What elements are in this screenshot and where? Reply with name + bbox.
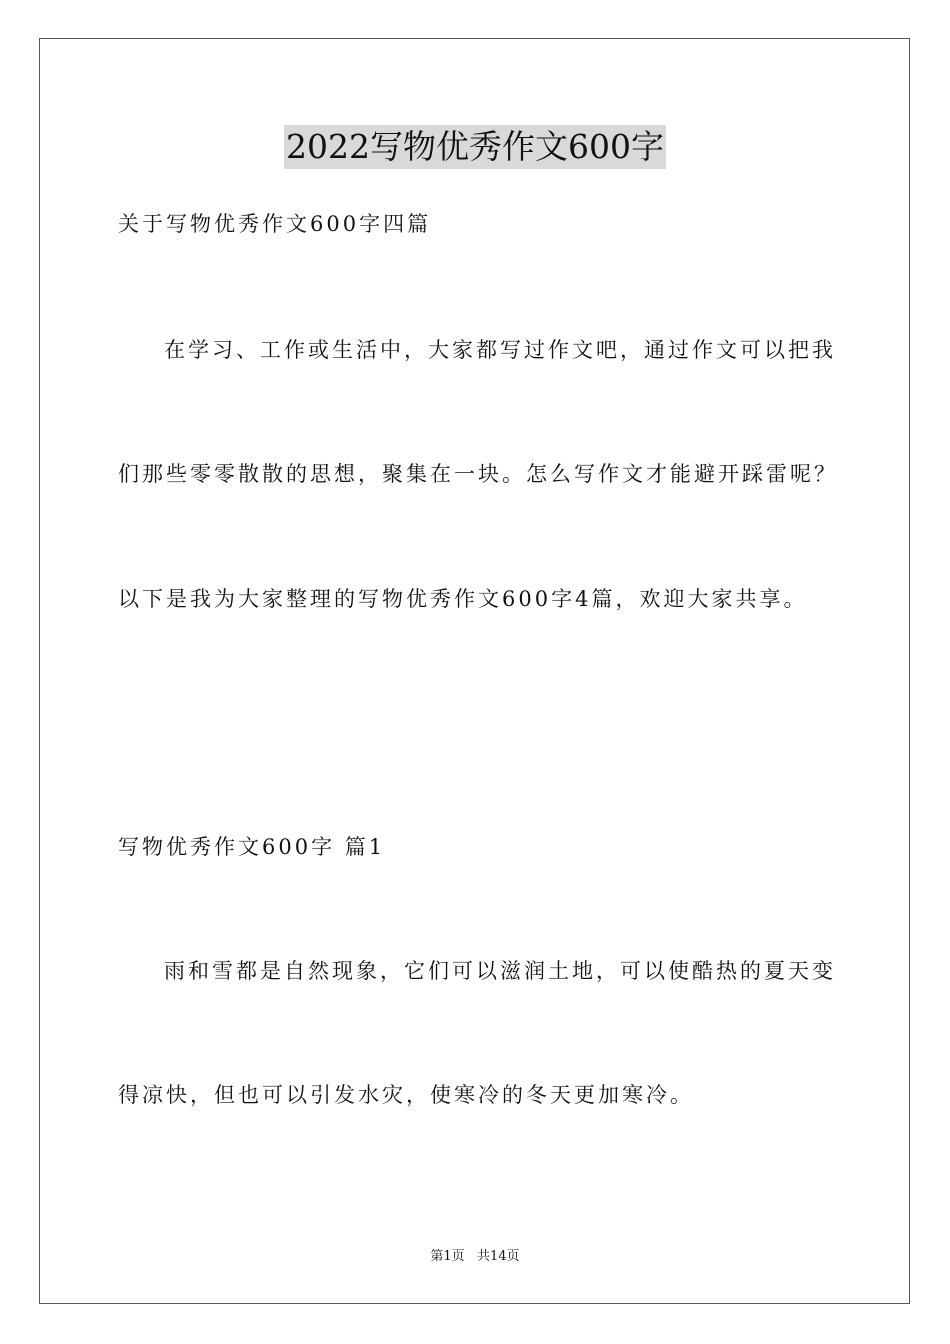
title-container	[0, 125, 950, 169]
document-title: 2022写物优秀作文600字	[284, 125, 666, 169]
intro-line-1: 在学习、工作或生活中，大家都写过作文吧，通过作文可以把我	[164, 338, 836, 362]
section-heading: 写物优秀作文600字 篇1	[118, 835, 386, 859]
intro-line-3: 以下是我为大家整理的写物优秀作文600字4篇，欢迎大家共享。	[118, 587, 808, 611]
document-subtitle: 关于写物优秀作文600字四篇	[118, 212, 432, 236]
section-line-2: 得凉快，但也可以引发水灾，使寒冷的冬天更加寒冷。	[118, 1083, 694, 1107]
intro-line-2: 们那些零零散散的思想，聚集在一块。怎么写作文才能避开踩雷呢？	[118, 462, 838, 486]
page-number-footer: 第1页 共14页	[430, 1249, 520, 1264]
section-line-1: 雨和雪都是自然现象，它们可以滋润土地，可以使酷热的夏天变	[164, 959, 836, 983]
